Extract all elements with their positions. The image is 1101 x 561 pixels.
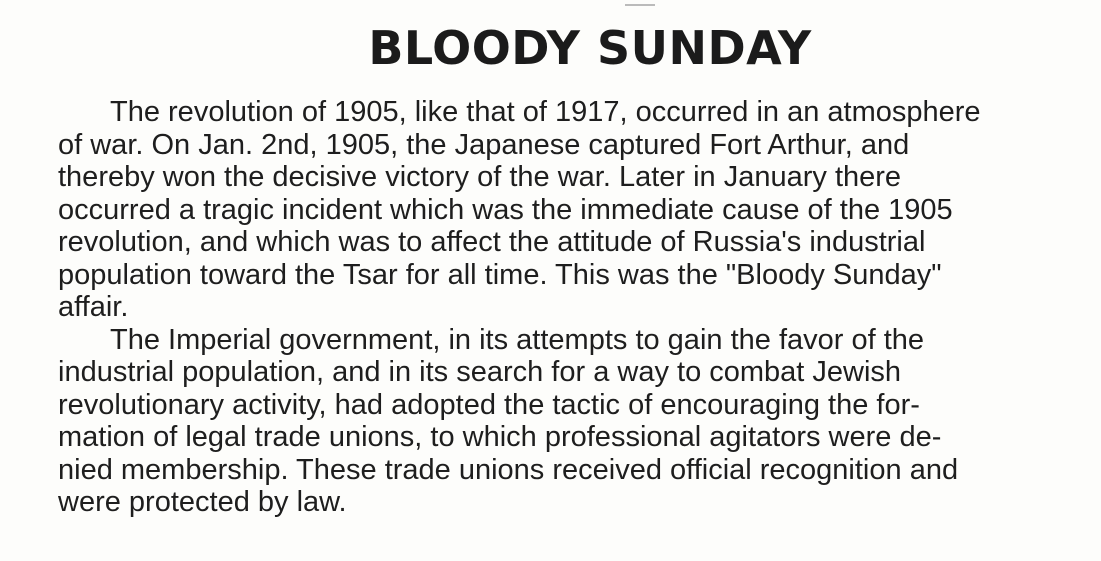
- text-line: of war. On Jan. 2nd, 1905, the Japanese captured Fort Arthur, and: [58, 128, 910, 161]
- body-text: [58, 96, 1048, 519]
- text-line: industrial population, and in its search for a way to combat Jewish: [58, 356, 902, 388]
- paragraph-2: [58, 324, 1048, 519]
- text-line: mation of legal trade unions, to which professional agitators were de-: [58, 421, 942, 453]
- text-line: revolution, and which was to affect the attitude of Russia's industrial: [58, 226, 926, 258]
- paragraph-1: [58, 96, 1048, 324]
- text-line: occurred a tragic incident which was the immediate cause of the 1905: [58, 193, 953, 226]
- text-line: population toward the Tsar for all time. This was the "Bloody Sunday": [58, 258, 942, 291]
- text-line: revolutionary activity, had adopted the tactic of encouraging the for-: [58, 388, 920, 421]
- text-line: The Imperial government, in its attempts to gain the favor of the: [110, 323, 925, 356]
- text-line: were protected by law.: [58, 486, 347, 518]
- text-line: nied membership. These trade unions received official recognition and: [58, 453, 959, 486]
- page-edge-mark: [625, 0, 655, 6]
- page-title: BLOODY SUNDAY: [368, 21, 812, 75]
- text-line: thereby won the decisive victory of the war. Later in January there: [58, 161, 902, 193]
- text-line: affair.: [58, 291, 129, 323]
- text-line: The revolution of 1905, like that of 1917, occurred in an atmosphere: [110, 96, 981, 128]
